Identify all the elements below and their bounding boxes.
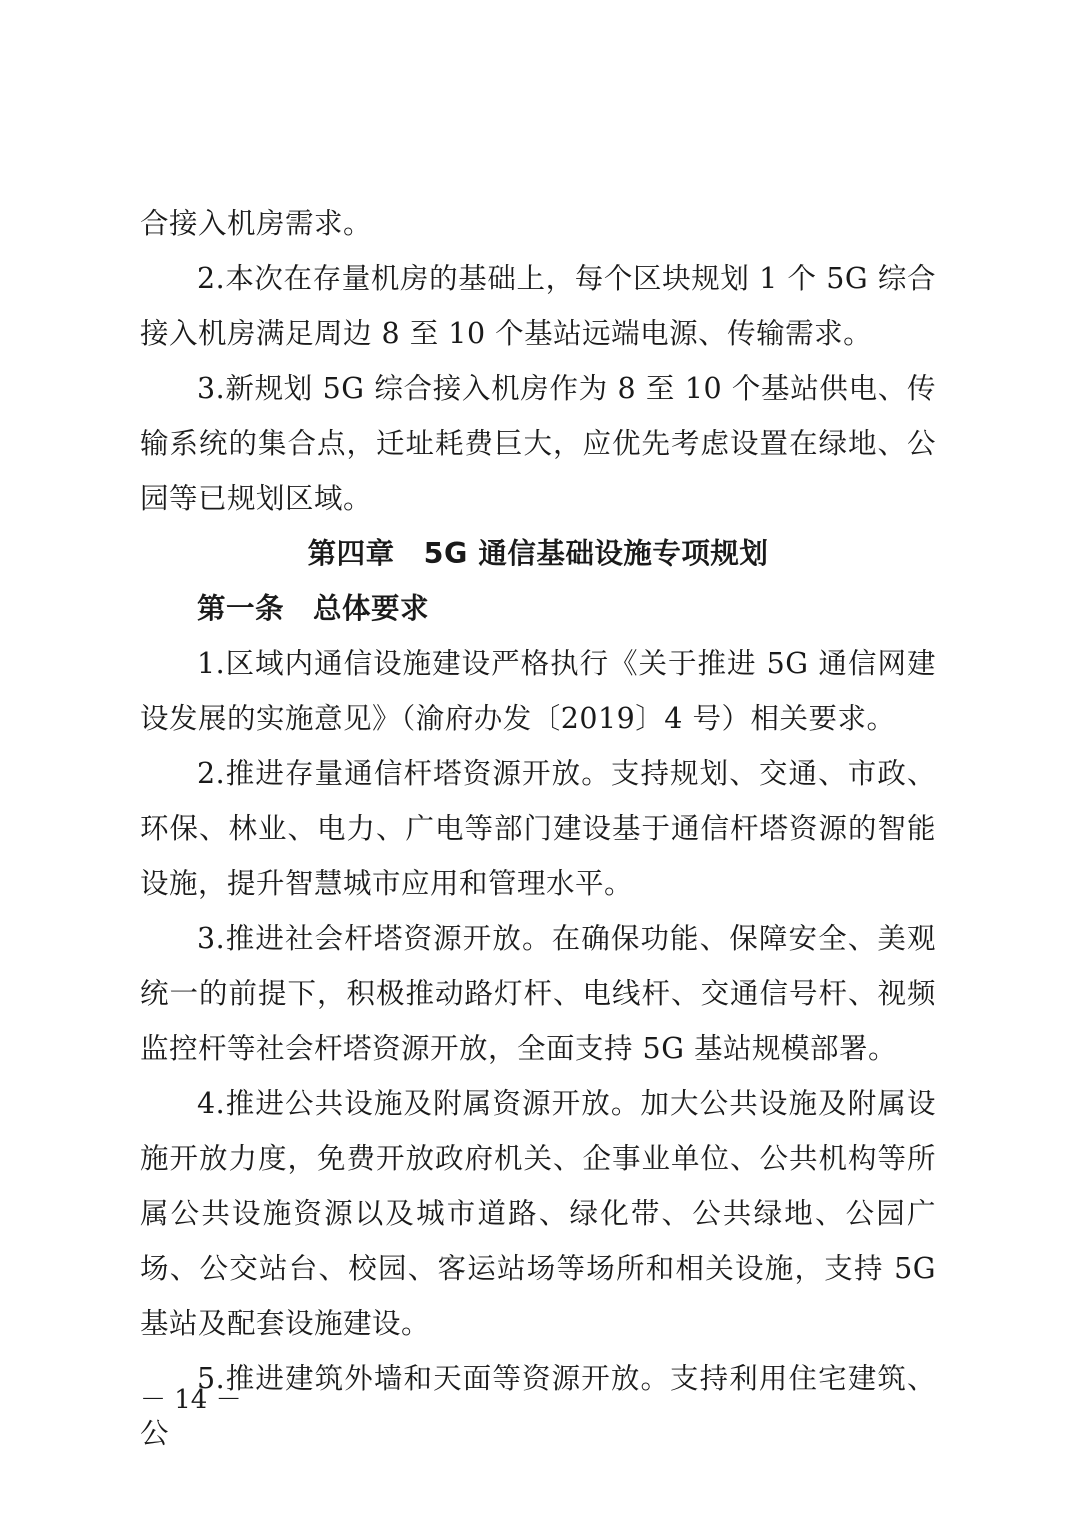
paragraph-continuation: 合接入机房需求。 — [140, 207, 373, 240]
requirement-item-5: 5.推进建筑外墙和天面等资源开放。支持利用住宅建筑、公 — [140, 1362, 936, 1450]
chapter-title: 第四章 5G 通信基础设施专项规划 — [307, 537, 769, 570]
page-number: － 14 － — [140, 1385, 242, 1415]
paragraph-item-2: 2.本次在存量机房的基础上，每个区块规划 1 个 5G 综合接入机房满足周边 8 至 10 个基站远端电源、传输需求。 — [140, 262, 936, 350]
body-text — [140, 196, 936, 1461]
requirement-item-4: 4.推进公共设施及附属资源开放。加大公共设施及附属设施开放力度，免费开放政府机关、企事业单位、公共机构等所属公共设施资源以及城市道路、绿化带、公共绿地、公园广场、公交站台、校园、客运站场等场所和相关设施，支持 5G 基站及配套设施建设。 — [140, 1087, 936, 1340]
requirement-item-3: 3.推进社会杆塔资源开放。在确保功能、保障安全、美观统一的前提下，积极推动路灯杆、电线杆、交通信号杆、视频监控杆等社会杆塔资源开放，全面支持 5G 基站规模部署。 — [140, 922, 936, 1065]
paragraph-item-3: 3.新规划 5G 综合接入机房作为 8 至 10 个基站供电、传输系统的集合点，迁址耗费巨大，应优先考虑设置在绿地、公园等已规划区域。 — [140, 372, 936, 515]
article-title: 第一条 总体要求 — [197, 592, 430, 625]
requirement-item-1: 1.区域内通信设施建设严格执行《关于推进 5G 通信网建设发展的实施意见》（渝府办发〔2019〕4 号）相关要求。 — [140, 647, 936, 735]
requirement-item-2: 2.推进存量通信杆塔资源开放。支持规划、交通、市政、环保、林业、电力、广电等部门建设基于通信杆塔资源的智能设施，提升智慧城市应用和管理水平。 — [140, 757, 936, 900]
